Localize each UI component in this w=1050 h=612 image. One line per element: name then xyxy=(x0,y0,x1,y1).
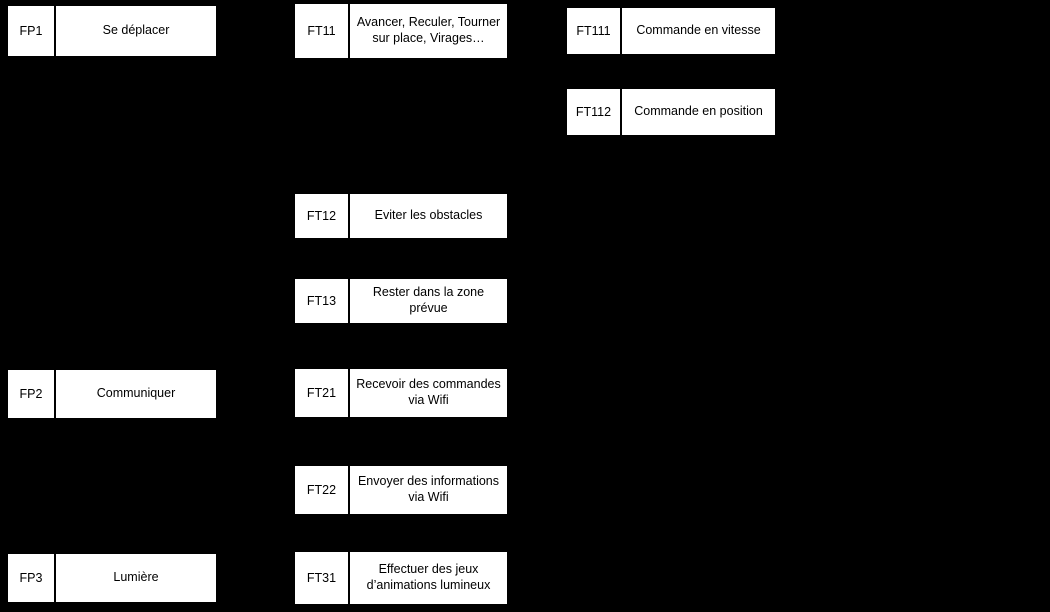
function-label: Rester dans la zone prévue xyxy=(372,285,485,315)
function-code: FT111 xyxy=(567,8,622,54)
function-label: Lumière xyxy=(113,570,159,585)
function-block-fp3 xyxy=(6,552,218,604)
function-code: FT112 xyxy=(567,89,622,135)
function-code: FT21 xyxy=(295,369,350,417)
function-label: Recevoir des commandes via Wifi xyxy=(356,377,501,407)
function-block-fp2 xyxy=(6,368,218,420)
function-label: Effectuer des jeux d’animations lumineux xyxy=(366,562,491,592)
function-code: FP3 xyxy=(8,554,56,602)
function-code: FT31 xyxy=(295,552,350,604)
function-block-ft13 xyxy=(293,277,509,325)
function-block-fp1 xyxy=(6,4,218,58)
function-code: FP1 xyxy=(8,6,56,56)
function-code: FT12 xyxy=(295,194,350,238)
function-label: Se déplacer xyxy=(102,23,170,38)
function-code: FT11 xyxy=(295,4,350,58)
function-code: FT13 xyxy=(295,279,350,323)
function-block-ft21 xyxy=(293,367,509,419)
function-block-ft31 xyxy=(293,550,509,606)
function-block-ft22 xyxy=(293,464,509,516)
function-label: Avancer, Reculer, Tourner sur place, Virages… xyxy=(356,15,501,45)
function-code: FP2 xyxy=(8,370,56,418)
function-block-ft12 xyxy=(293,192,509,240)
function-label: Commande en position xyxy=(634,104,763,119)
function-label: Eviter les obstacles xyxy=(374,208,483,223)
function-label: Commande en vitesse xyxy=(636,23,761,38)
function-label: Envoyer des informations via Wifi xyxy=(357,474,500,504)
function-label: Communiquer xyxy=(96,386,176,401)
function-block-ft111 xyxy=(565,6,777,56)
function-block-ft11 xyxy=(293,2,509,60)
function-block-ft112 xyxy=(565,87,777,137)
function-code: FT22 xyxy=(295,466,350,514)
